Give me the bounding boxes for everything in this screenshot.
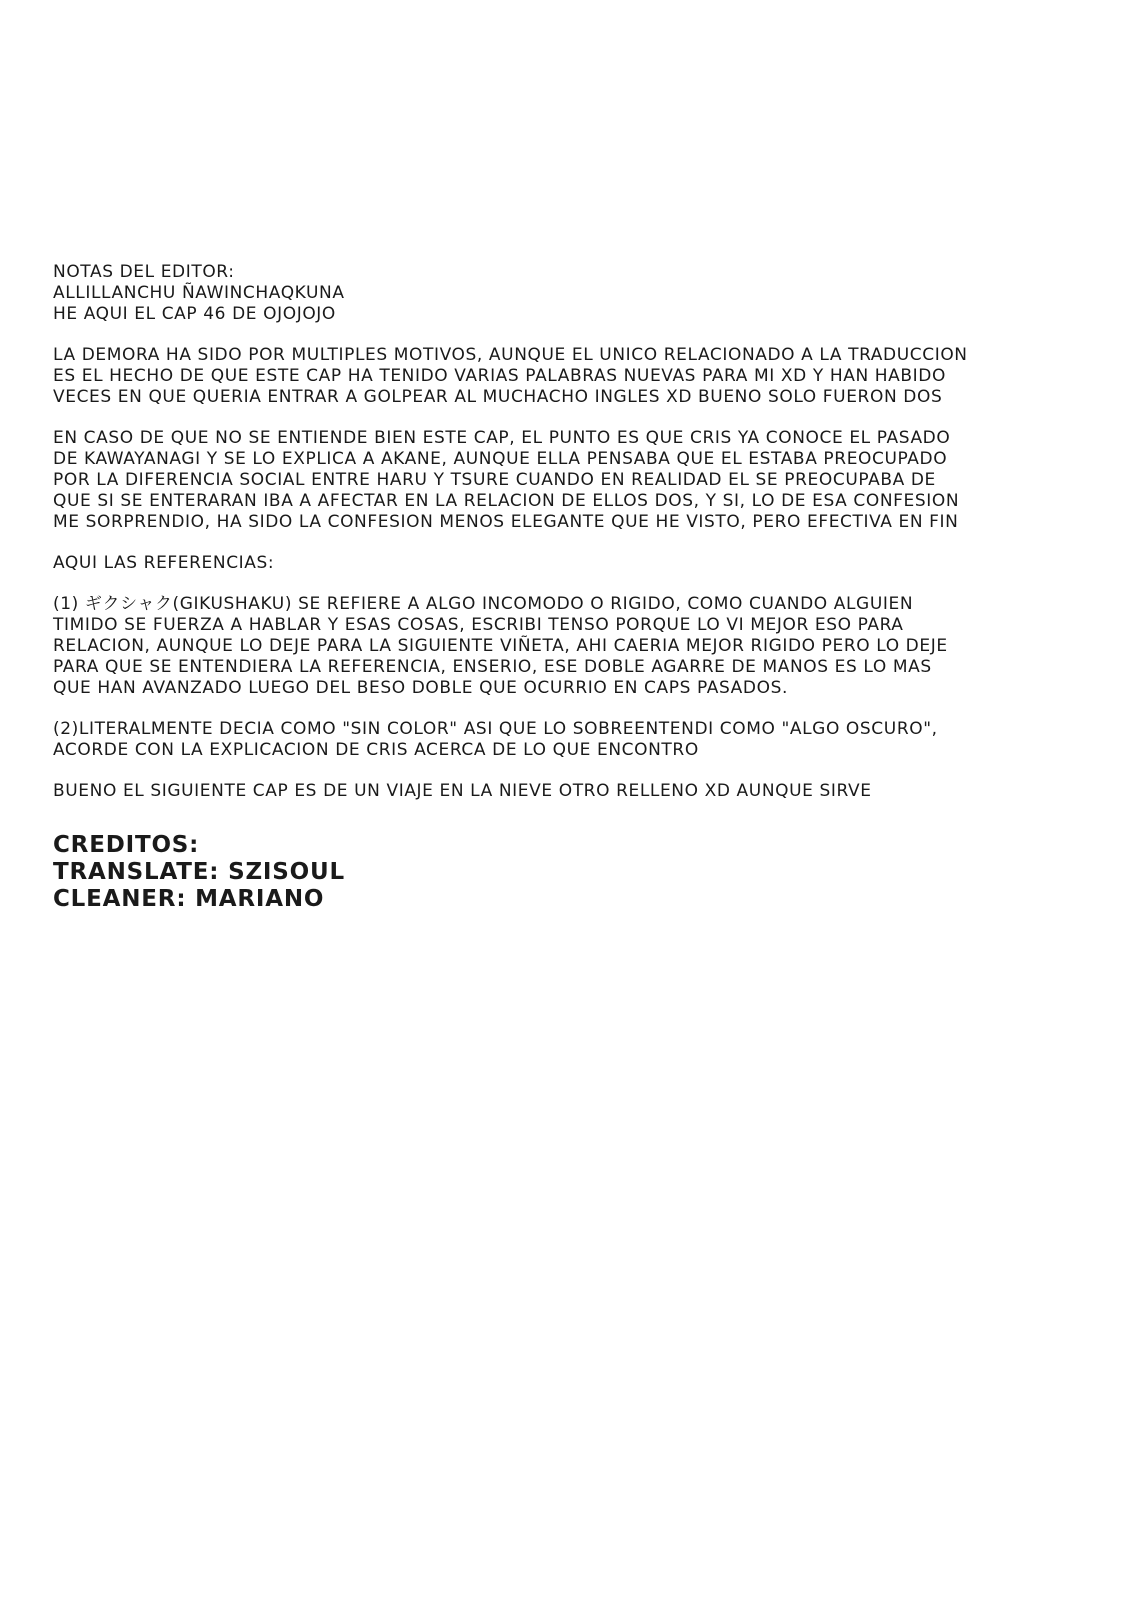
credits (53, 832, 345, 913)
credits-cleaner: CLEANER: MARIANO (53, 886, 325, 912)
text-line: TIMIDO SE FUERZA A HABLAR Y ESAS COSAS, ESCRIBI TENSO PORQUE LO VI MEJOR ESO PARA (53, 615, 904, 635)
text-line: ES EL HECHO DE QUE ESTE CAP HA TENIDO VARIAS PALABRAS NUEVAS PARA MI XD Y HAN HABIDO (53, 366, 946, 386)
credits-heading: CREDITOS: (53, 832, 200, 858)
text-line: DE KAWAYANAGI Y SE LO EXPLICA A AKANE, AUNQUE ELLA PENSABA QUE EL ESTABA PREOCUPADO (53, 449, 948, 469)
text-line: BUENO EL SIGUIENTE CAP ES DE UN VIAJE EN LA NIEVE OTRO RELLENO XD AUNQUE SIRVE (53, 781, 872, 801)
reference-1 (53, 594, 1083, 699)
text-line: ACORDE CON LA EXPLICACION DE CRIS ACERCA DE LO QUE ENCONTRO (53, 740, 699, 760)
text-line: PARA QUE SE ENTENDIERA LA REFERENCIA, ENSERIO, ESE DOBLE AGARRE DE MANOS ES LO MAS (53, 657, 932, 677)
paragraph-references-heading (53, 553, 1083, 574)
credits-translate: TRANSLATE: SZISOUL (53, 859, 345, 885)
text-line: QUE SI SE ENTERARAN IBA A AFECTAR EN LA RELACION DE ELLOS DOS, Y SI, LO DE ESA CONFESION (53, 491, 960, 511)
paragraph-summary (53, 428, 1083, 533)
text-line: POR LA DIFERENCIA SOCIAL ENTRE HARU Y TSURE CUANDO EN REALIDAD EL SE PREOCUPABA DE (53, 470, 936, 490)
reference-2 (53, 719, 1083, 761)
editor-notes (53, 262, 1083, 822)
text-line: (2)LITERALMENTE DECIA COMO "SIN COLOR" ASI QUE LO SOBREENTENDI COMO "ALGO OSCURO", (53, 719, 938, 739)
text-line: VECES EN QUE QUERIA ENTRAR A GOLPEAR AL MUCHACHO INGLES XD BUENO SOLO FUERON DOS (53, 387, 943, 407)
text-line: EN CASO DE QUE NO SE ENTIENDE BIEN ESTE CAP, EL PUNTO ES QUE CRIS YA CONOCE EL PASADO (53, 428, 951, 448)
text-line: ME SORPRENDIO, HA SIDO LA CONFESION MENOS ELEGANTE QUE HE VISTO, PERO EFECTIVA EN FIN (53, 512, 959, 532)
text-line: QUE HAN AVANZADO LUEGO DEL BESO DOBLE QUE OCURRIO EN CAPS PASADOS. (53, 678, 788, 698)
notes-intro: HE AQUI EL CAP 46 DE OJOJOJO (53, 304, 336, 324)
notes-title: NOTAS DEL EDITOR: (53, 262, 235, 282)
paragraph-delay (53, 345, 1083, 408)
notes-header (53, 262, 1083, 325)
references-heading: AQUI LAS REFERENCIAS: (53, 553, 275, 573)
paragraph-next-chapter (53, 781, 1083, 802)
notes-greeting: ALLILLANCHU ÑAWINCHAQKUNA (53, 283, 345, 303)
text-line: RELACION, AUNQUE LO DEJE PARA LA SIGUIENTE VIÑETA, AHI CAERIA MEJOR RIGIDO PERO LO DEJE (53, 636, 948, 656)
text-line: LA DEMORA HA SIDO POR MULTIPLES MOTIVOS, AUNQUE EL UNICO RELACIONADO A LA TRADUCCION (53, 345, 968, 365)
text-line: (1) ギクシャク(GIKUSHAKU) SE REFIERE A ALGO INCOMODO O RIGIDO, COMO CUANDO ALGUIEN (53, 594, 914, 614)
